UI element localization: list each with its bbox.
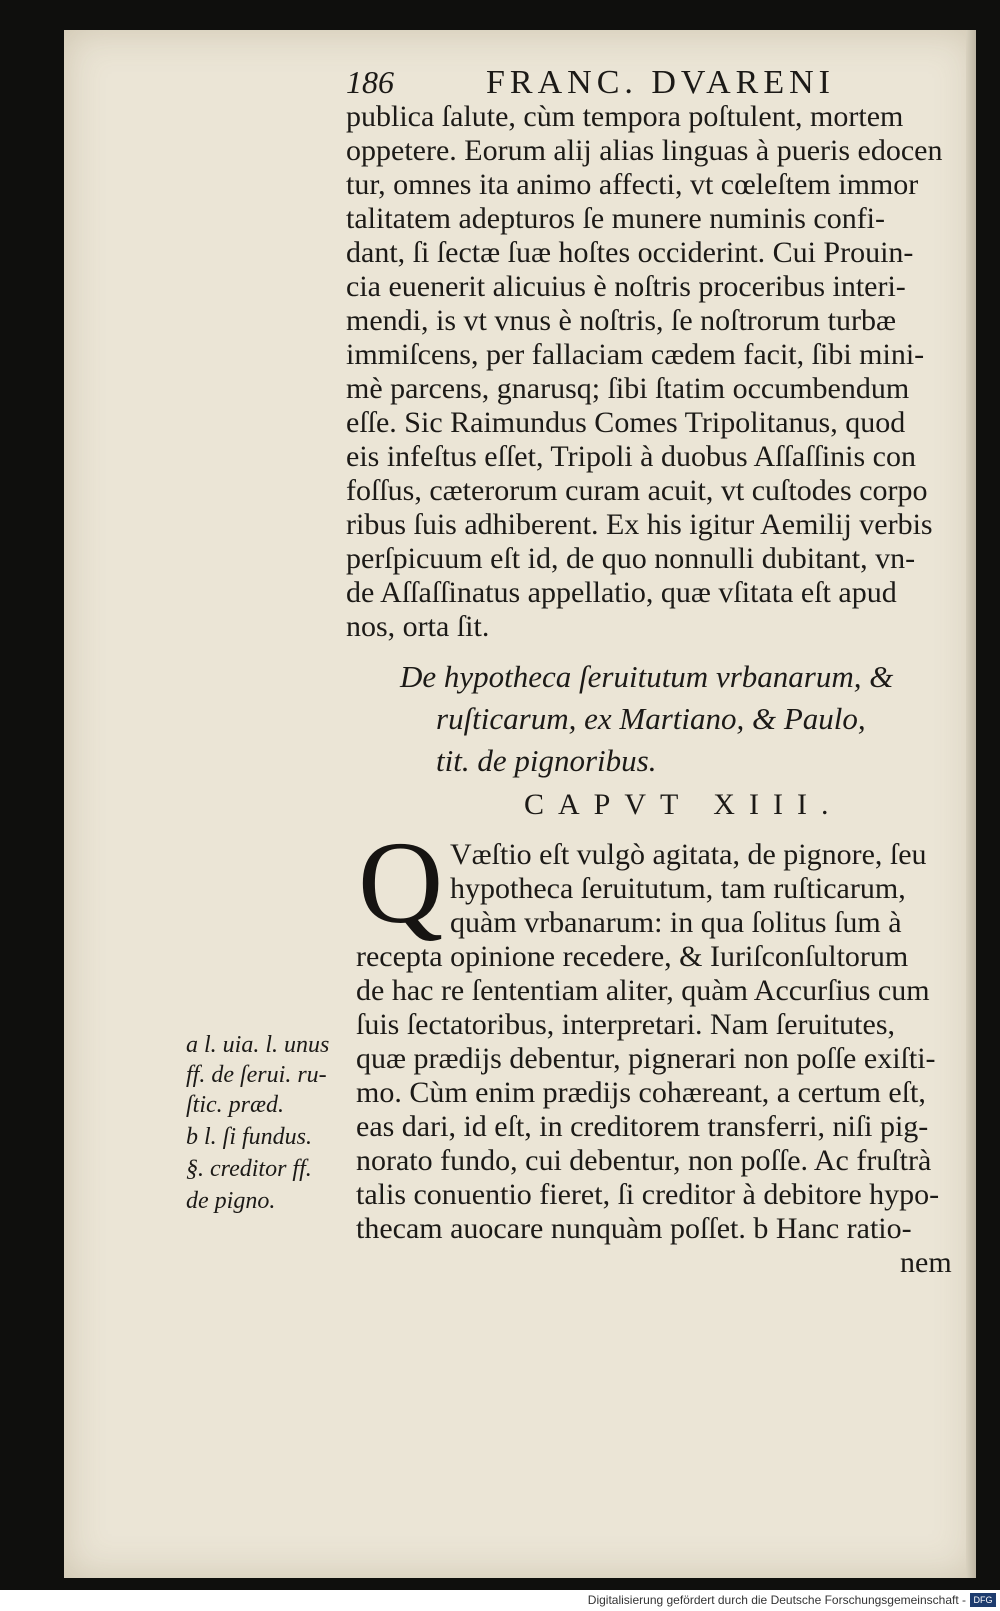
text-line: eis infeſtus eſſet, Tripoli à duobus Aſſaſſinis con xyxy=(346,440,916,473)
page-number: 186 xyxy=(346,64,394,100)
running-head xyxy=(346,64,966,104)
text-line: Væſtio eſt vulgò agitata, de pignore, ſeu xyxy=(450,838,927,871)
section-rubric-line: tit. de pignoribus. xyxy=(436,743,657,778)
chapter-heading: CAPVT XIII. xyxy=(524,788,843,821)
text-line: foſſus, cæterorum curam acuit, vt cuſtodes corpo xyxy=(346,474,928,507)
section-rubric-line: ruſticarum, ex Martiano, & Paulo, xyxy=(436,701,866,736)
text-line: eas dari, id eſt, in creditorem transferri, niſi pig- xyxy=(356,1110,929,1143)
funding-credit: Digitalisierung gefördert durch die Deutsche Forschungsgemeinschaft - xyxy=(587,1593,966,1607)
text-line: quàm vrbanarum: in qua ſolitus ſum à xyxy=(450,906,902,939)
text-line: dant, ſi ſectæ ſuæ hoſtes occiderint. Cui Prouin- xyxy=(346,236,914,269)
book-page xyxy=(64,30,976,1578)
text-line: de Aſſaſſinatus appellatio, quæ vſitata eſt apud xyxy=(346,576,897,609)
dfg-logo: DFG xyxy=(970,1593,996,1607)
text-line: mendi, is vt vnus è noſtris, ſe noſtrorum turbæ xyxy=(346,304,896,337)
text-line: immiſcens, per fallaciam cædem facit, ſibi mini- xyxy=(346,338,925,371)
text-line: mè parcens, gnarusq; ſibi ſtatim occumbendum xyxy=(346,372,910,405)
text-line: nos, orta ſit. xyxy=(346,610,490,643)
text-line: norato fundo, cui debentur, non poſſe. Ac fruſtrà xyxy=(356,1144,932,1177)
margin-note: ſtic. præd. xyxy=(186,1092,285,1118)
text-line: mo. Cùm enim prædijs cohæreant, a certum eſt, xyxy=(356,1076,926,1109)
text-line: oppetere. Eorum alij alias linguas à pueris edocen xyxy=(346,134,943,167)
text-line: ſuis ſectatoribus, interpretari. Nam ſeruitutes, xyxy=(356,1008,896,1041)
digitization-footer xyxy=(0,1590,1000,1611)
text-line: hypotheca ſeruitutum, tam ruſticarum, xyxy=(450,872,906,905)
text-line: tur, omnes ita animo affecti, vt cœleſtem immor xyxy=(346,168,919,201)
drop-initial: Q xyxy=(358,817,444,948)
page-edge-shadow xyxy=(966,30,976,1578)
text-line: quæ prædijs debentur, pignerari non poſſe exiſti- xyxy=(356,1042,936,1075)
text-line: de hac re ſententiam aliter, quàm Accurſius cum xyxy=(356,974,930,1007)
margin-note: b l. ſi fundus. xyxy=(186,1124,313,1150)
text-line: thecam auocare nunquàm poſſet. b Hanc ratio- xyxy=(356,1212,912,1245)
text-line: talitatem adepturos ſe munere numinis confi- xyxy=(346,202,886,235)
text-line: eſſe. Sic Raimundus Comes Tripolitanus, quod xyxy=(346,406,906,439)
text-line: publica ſalute, cùm tempora poſtulent, mortem xyxy=(346,100,904,133)
text-line: cia euenerit alicuius è noſtris proceribus interi- xyxy=(346,270,906,303)
margin-note: a l. uia. l. unus xyxy=(186,1032,330,1058)
margin-note: de pigno. xyxy=(186,1188,276,1214)
text-line: ribus ſuis adhiberent. Ex his igitur Aemilij verbis xyxy=(346,508,933,541)
text-line: recepta opinione recedere, & Iuriſconſultorum xyxy=(356,940,909,973)
text-line: perſpicuum eſt id, de quo nonnulli dubitant, vn- xyxy=(346,542,916,575)
margin-note: §. creditor ff. xyxy=(186,1156,312,1182)
running-title: FRANC. DVARENI xyxy=(486,64,835,101)
catchword: nem xyxy=(900,1246,952,1279)
section-rubric-line: De hypotheca ſeruitutum vrbanarum, & xyxy=(400,659,894,694)
margin-note: ff. de ſerui. ru- xyxy=(186,1062,327,1088)
text-line: talis conuentio fieret, ſi creditor à debitore hypo- xyxy=(356,1178,940,1211)
